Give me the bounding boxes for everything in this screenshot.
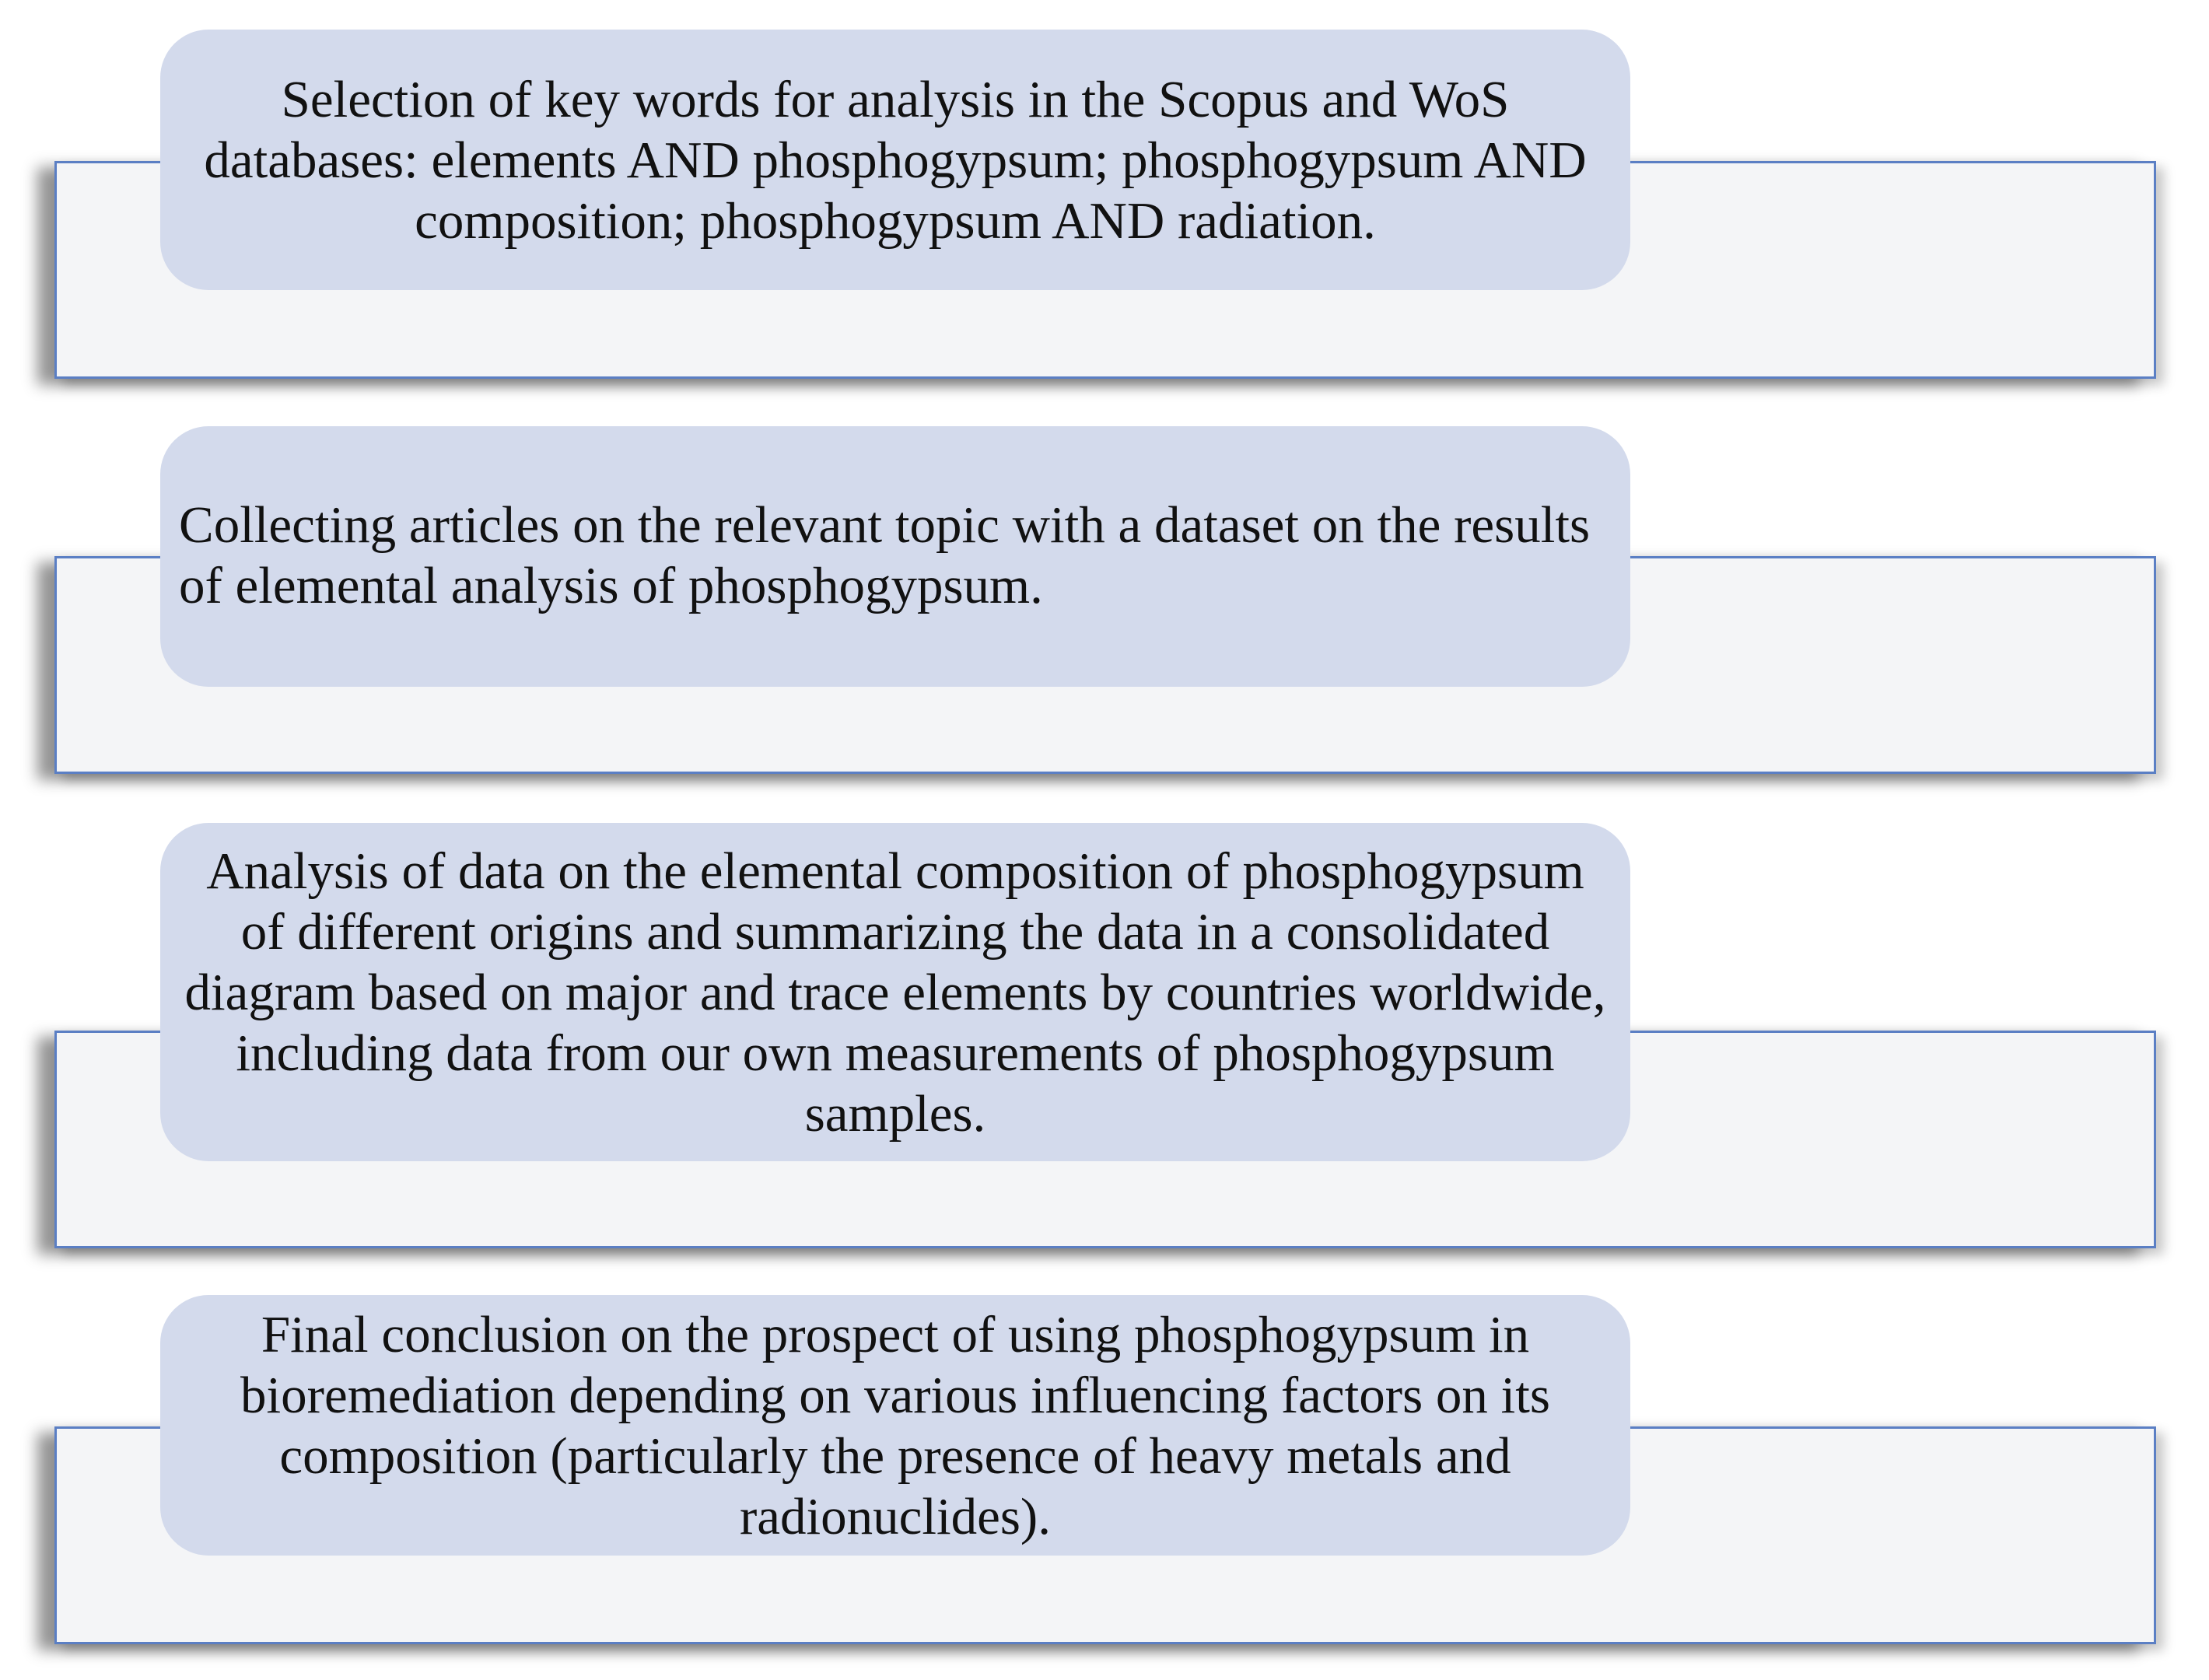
step-4-text: Final conclusion on the prospect of using phosphogypsum in bioremediation depending on various influencing factors on its composition (particularly the presence of heavy metals and radionuclides). bbox=[240, 1305, 1550, 1545]
step-1-box bbox=[160, 30, 1630, 290]
step-4-box bbox=[160, 1295, 1630, 1556]
step-1-text: Selection of key words for analysis in the Scopus and WoS databases: elements AND phosphogypsum; phosphogypsum AND composition; phosphogypsum AND radiation. bbox=[204, 70, 1587, 250]
step-3-box bbox=[160, 823, 1630, 1161]
step-2-text: Collecting articles on the relevant topic with a dataset on the results of elemental analysis of phosphogypsum. bbox=[179, 496, 1591, 614]
step-2-box bbox=[160, 426, 1630, 687]
step-3-text: Analysis of data on the elemental composition of phosphogypsum of different origins and summarizing the data in a consolidated diagram based on major and trace elements by countries worldwide, including data from our own measurements of phosphogypsum samples. bbox=[184, 842, 1606, 1143]
